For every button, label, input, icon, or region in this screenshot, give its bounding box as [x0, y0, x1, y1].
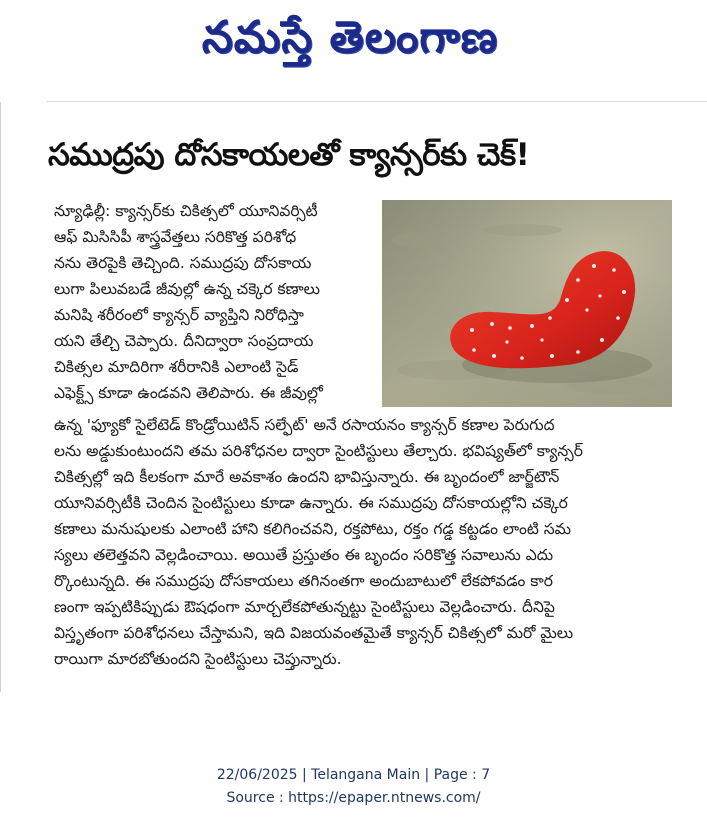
article-body-line: రాయిగా మారబోతుందని సైంటిస్టులు చెప్తున్నారు. [54, 650, 342, 668]
article-body-line: చికిత్సల్లో ఇది కీలకంగా మారే అవకాశం ఉందని భావిస్తున్నారు. ఈ బృందంలో జార్జ్‌టౌన్ [54, 468, 560, 486]
masthead [0, 0, 707, 80]
article-body-line: చికిత్సల మాదిరిగా శరీరానికి ఎలాంటి సైడ్ [54, 358, 299, 376]
newspaper-logo: నమస్తే తెలంగాణ [201, 12, 499, 63]
article-body-line: కణాలు మనుషులకు ఎలాంటి హాని కలిగించవని, రక్తపోటు, రక్తం గడ్డ కట్టడం లాంటి సమ [54, 520, 571, 538]
article-body-line: ణంగా ఇప్పటికిప్పుడు ఔషధంగా మార్చలేకపోతున్నట్టు సైంటిస్టులు వెల్లడించారు. దీనిపై [54, 598, 555, 616]
article-body-line: విస్తృతంగా పరిశోధనలు చేస్తామని, ఇది విజయవంతమైతే క్యాన్సర్ చికిత్సలో మరో మైలు [54, 624, 574, 642]
article-headline: సముద్రపు దోసకాయలతో క్యాన్సర్‌కు చెక్! [48, 137, 530, 173]
sea-cucumber-image [382, 200, 672, 407]
article-body-line: ర్కొంటున్నది. ఈ సముద్రపు దోసకాయలు తగినంతగా అందుబాటులో లేకపోవడం కార [54, 572, 553, 590]
article-body-line: ఎఫెక్ట్స్ కూడా ఉండవని తెలిపారు. ఈ జీవుల్లో [54, 384, 323, 402]
header-divider [47, 101, 707, 102]
footer-date-line: 22/06/2025 | Telangana Main | Page : 7 [216, 767, 491, 783]
article-body-line: ఉన్న 'ఫ్యూకో సైలేటెడ్ కొండ్రోయిటిన్ సల్ఫేట్' అనే రసాయనం క్యాన్సర్ కణాల పెరుగుద [54, 416, 555, 434]
article-body-line: యని తేల్చి చెప్పారు. దీనిద్వారా సంప్రదాయ [54, 332, 314, 350]
footer-source-line: Source : https://epaper.ntnews.com/ [226, 790, 481, 806]
article-body-line: నను తెరపైకి తెచ్చింది. సముద్రపు దోసకాయ [54, 254, 312, 272]
article-left-border [0, 102, 1, 692]
article-body-line: ఆఫ్ మిసిసిపీ శాస్త్రవేత్తలు సరికొత్త పరిశోధ [54, 228, 297, 246]
article-photo [382, 200, 672, 407]
article-body-line: లను అడ్డుకుంటుందని తమ పరిశోధనల ద్వారా సైంటిస్టులు తేల్చారు. భవిష్యత్‌లో క్యాన్సర్ [54, 442, 583, 460]
article-body-line: మనిషి శరీరంలో క్యాన్సర్ వ్యాప్తిని నిరోధిస్తా [54, 306, 304, 324]
article-body-line: యూనివర్సిటీకి చెందిన సైంటిస్టులు కూడా ఉన్నారు. ఈ సముద్రపు దోసకాయల్లోని చక్కెర [54, 494, 568, 512]
article-body-line: న్యూఢిల్లీ: క్యాన్సర్‌కు చికిత్సలో యూనివర్సిటీ [54, 202, 318, 220]
article-body-line: స్యలు తలెత్తవని వెల్లడించాయి. అయితే ప్రస్తుతం ఈ బృందం సరికొత్త సవాలును ఎదు [54, 546, 554, 564]
article-body-line: లుగా పిలువబడే జీవుల్లో ఉన్న చక్కెర కణాలు [54, 280, 321, 298]
